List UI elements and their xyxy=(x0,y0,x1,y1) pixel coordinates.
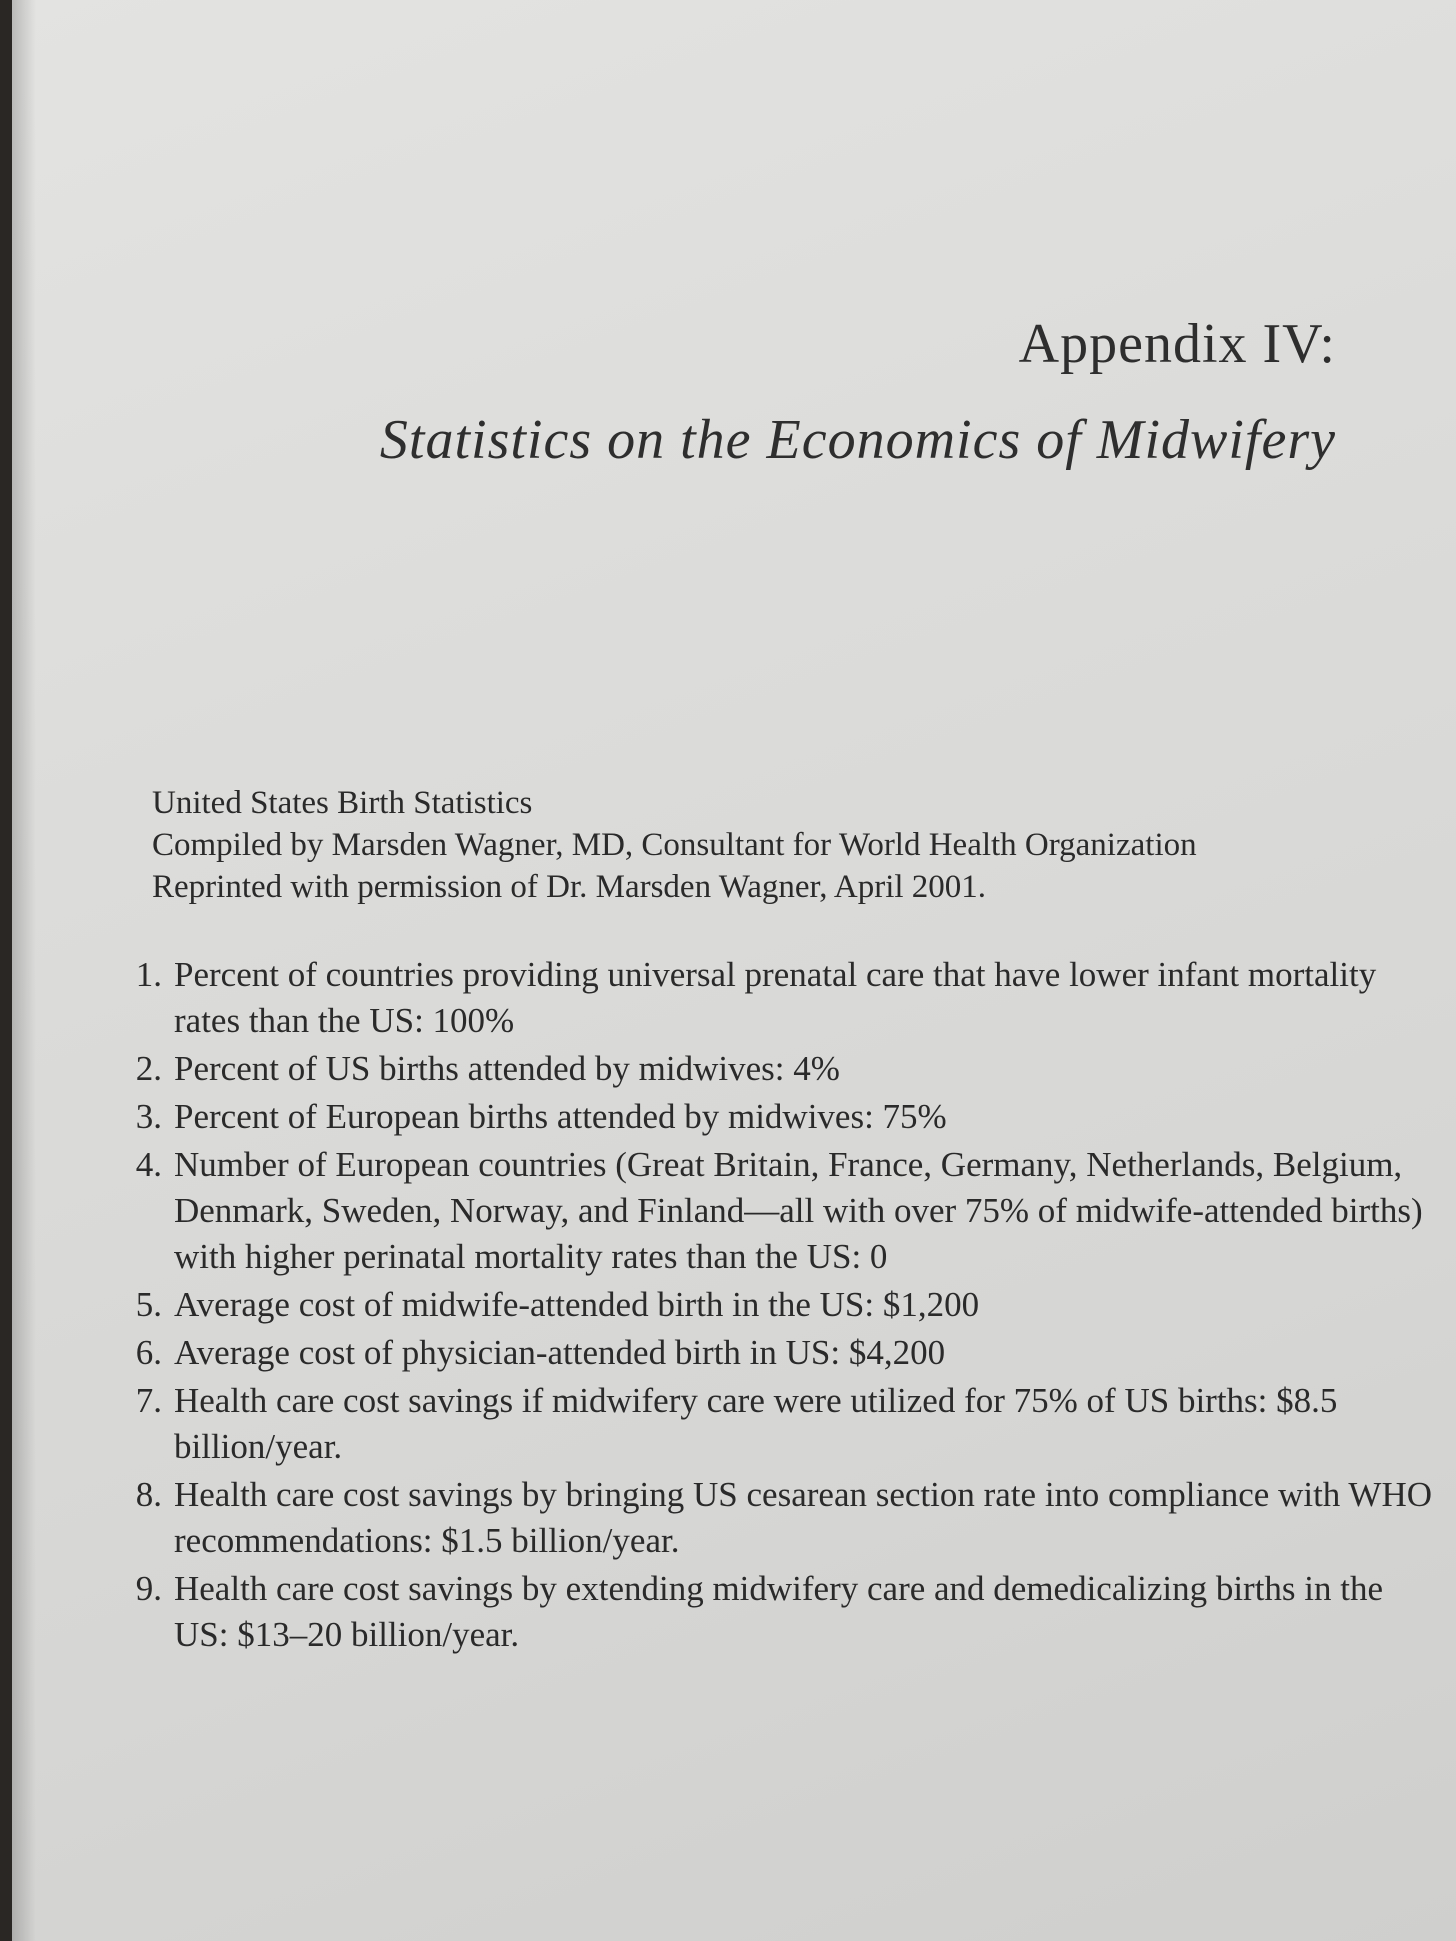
list-item-text: Health care cost savings by bringing US cesarean section rate into compliance with WHO recommendations: $1.5 billion/year. xyxy=(174,1475,1433,1560)
list-item xyxy=(102,1566,1442,1658)
list-item-text: Average cost of physician-attended birth in US: $4,200 xyxy=(174,1333,946,1372)
appendix-label: Appendix IV: xyxy=(1018,313,1336,375)
list-item-text: Average cost of midwife-attended birth in the US: $1,200 xyxy=(174,1285,980,1324)
list-item xyxy=(102,1378,1442,1470)
list-item-number: 2. xyxy=(135,1049,162,1088)
source-title: United States Birth Statistics xyxy=(152,785,533,821)
page-edge-shadow xyxy=(12,0,36,1941)
source-compiled-by: Compiled by Marsden Wagner, MD, Consultant for World Health Organization xyxy=(152,827,1197,863)
list-item-text: Health care cost savings by extending midwifery care and demedicalizing births in the US: $13–20 billion/year. xyxy=(174,1569,1384,1654)
list-item-text: Percent of US births attended by midwives: 4% xyxy=(174,1049,840,1088)
list-item xyxy=(102,952,1442,1044)
list-item-number: 6. xyxy=(135,1333,162,1372)
book-page xyxy=(12,0,1456,1941)
list-item-text: Percent of European births attended by midwives: 75% xyxy=(174,1097,947,1136)
list-item xyxy=(102,1472,1442,1564)
list-item-text: Percent of countries providing universal prenatal care that have lower infant mortality rates than the US: 100% xyxy=(174,955,1377,1040)
list-item xyxy=(102,1046,1442,1092)
source-reprint-note: Reprinted with permission of Dr. Marsden Wagner, April 2001. xyxy=(152,869,987,905)
list-item-number: 8. xyxy=(135,1475,162,1514)
source-block xyxy=(152,782,1197,908)
appendix-title: Statistics on the Economics of Midwifery xyxy=(379,409,1336,471)
list-item xyxy=(102,1142,1442,1280)
list-item-number: 9. xyxy=(135,1569,162,1608)
list-item xyxy=(102,1094,1442,1140)
list-item-text: Health care cost savings if midwifery care were utilized for 75% of US births: $8.5 billion/year. xyxy=(174,1381,1338,1466)
list-item-number: 4. xyxy=(135,1145,162,1184)
list-item xyxy=(102,1330,1442,1376)
list-item-number: 5. xyxy=(135,1285,162,1324)
statistics-list xyxy=(102,952,1442,1660)
list-item-number: 1. xyxy=(135,955,162,994)
list-item-number: 7. xyxy=(135,1381,162,1420)
list-item xyxy=(102,1282,1442,1328)
list-item-number: 3. xyxy=(135,1097,162,1136)
list-item-text: Number of European countries (Great Britain, France, Germany, Netherlands, Belgium, Denmark, Sweden, Norway, and Finland—all with over 75% of midwife-attended births) with higher perinatal mortality rates than the US: 0 xyxy=(174,1145,1423,1276)
